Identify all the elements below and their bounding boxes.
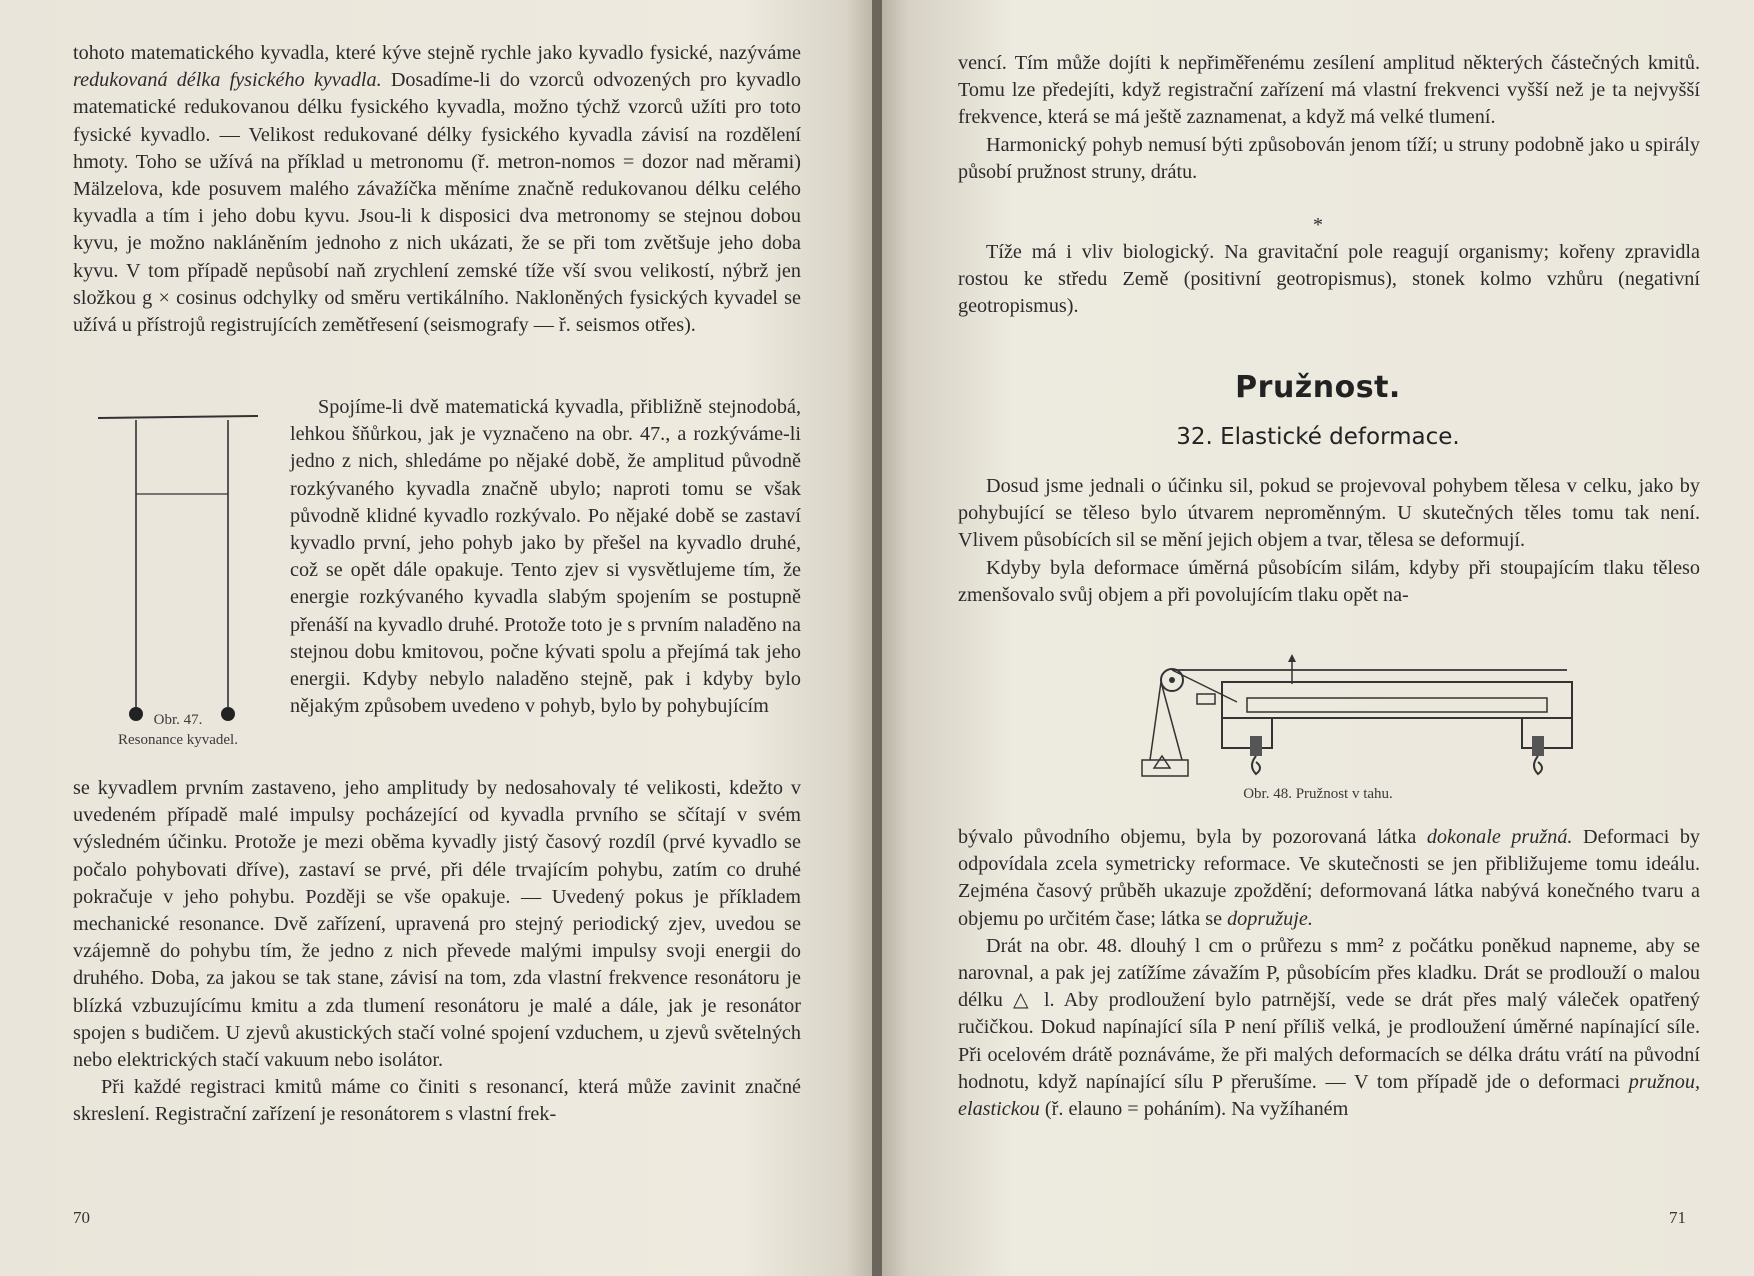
book-gutter xyxy=(872,0,882,1276)
right-biology-text xyxy=(958,239,1700,321)
text-run: bývalo původního objemu, byla by pozorovaná látka xyxy=(958,826,1417,848)
page-number: 70 xyxy=(73,1208,90,1227)
emphasis: redukovaná délka fysického kyvadla. xyxy=(73,69,382,92)
left-top-text xyxy=(73,40,801,339)
paragraph: Při každé registraci kmitů máme co činiti s resonancí, která může zavinit značné skreslení. Registrační zařízení je resonátorem s vlastní frek- xyxy=(73,1076,801,1126)
paragraph: Tíže má i vliv biologický. Na gravitační pole reagují organismy; kořeny zpravidla rostou ke středu Země (positivní geotropismus), stonek kolmo vzhůru (negativní geotropismus). xyxy=(958,241,1700,318)
paragraph: Kdyby byla deformace úměrná působícím silám, kdyby při stoupajícím tlaku těleso zmenšovalo svůj objem a při povolujícím tlaku opět na- xyxy=(958,556,1700,606)
section-heading: 32. Elastické deformace. xyxy=(1176,424,1460,450)
paragraph: Spojíme-li dvě matematická kyvadla, přibližně stejnodobá, lehkou šňůrkou, jak je vyznačeno na obr. 47., a rozkýváme-li jedno z nich, shledáme po nějaké době, že amplitud původně rozkývaného kyvadla značně ubylo; naproti tomu se však původně klidné kyvadlo rozkývalo. Po nějaké době se zastaví kyvadlo první, jeho pohyb jako by přešel na kyvadlo druhé, což se opět dále opakuje. Tento zjev si vysvětlujeme tím, že energie rozkývaného kyvadla slabým spojením se postupně přenáší na kyvadlo druhé. Protože toto je s prvním naladěno na stejnou dobu kmitovou, počne kývati spolu a přejímá tak jeho energii. Kdyby nebylo naladěno stejně, pak i kdyby bylo nějakým způsobem uvedeno v pohyb, bylo by pohybujícím xyxy=(290,396,801,718)
text-run: Drát na obr. 48. dlouhý l cm o průřezu s mm² z počátku poněkud napneme, aby se narovnal, a pak jej zatížíme závažím P, působícím přes kladku. Drát se prodlouží o malou délku △ l. Aby prodloužení bylo patrnější, vede se drát přes malý váleček opatřený ručičkou. Dokud napínající síla P není příliš velká, je prodloužení úměrné napínající síle. Při ocelovém drátě poznáváme, že při malých deformacích se délka drátu vrátí na původní hodnotu, když napínající sílu P přerušíme. — V tom případě jde o deformaci xyxy=(958,934,1700,1093)
paragraph: Harmonický pohyb nemusí býti způsobován jenom tíží; u struny podobně jako u spirály působí pružnost struny, drátu. xyxy=(958,133,1700,183)
paragraph xyxy=(958,824,1700,933)
text-run: (ř. elauno = poháním). Na vyžíhaném xyxy=(1044,1098,1349,1121)
right-section-text xyxy=(958,473,1700,609)
paragraph xyxy=(958,933,1700,1123)
paragraph xyxy=(73,40,801,339)
text-run: Dosadíme-li do vzorců odvozených pro kyvadlo matematické redukovanou délku fysického kyvadla, možno týchž vzorců užíti pro toto fysické kyvadlo. — Velikost redukované délky fysického kyvadla závisí na rozdělení hmoty. Toho se užívá na příklad u metronomu (ř. metron-nomos = dozor nad měrami) Mälzelova, kde posuvem malého závažíčka měníme značně redukovanou délku celého kyvadla a tím i jeho dobu kyvu. Jsou-li k disposici dva metronomy se stejnou dobou kyvu, je možno nakláněním jednoho z nich ukázati, že se při tom zvětšuje jeho doba kyvu. V tom případě nepůsobí naň zrychlení zemské tíže vší svou velikostí, nýbrž jen složkou g × cosinus odchylky od směru vertikálního. Nakloněných fysických kyvadel se užívá u přístrojů registrujících zemětřesení (seismografy — ř. seismos otřes). xyxy=(73,69,802,337)
right-top-text xyxy=(958,50,1700,186)
figure-48-caption: Obr. 48. Pružnost v tahu. xyxy=(1243,786,1393,802)
paragraph: vencí. Tím může dojíti k nepřiměřenému zesílení amplitud některých částečných kmitů. Tomu lze předejíti, když registrační zařízení má vlastní frekvenci vyšší než je ta nejvyšší frekvence, která se má ještě zaznamenat, a když má velké tlumení. xyxy=(958,52,1700,129)
figure-47-caption xyxy=(78,710,278,750)
left-wrap-text xyxy=(290,394,801,720)
emphasis: pružnou, elastickou xyxy=(958,1070,1700,1121)
right-bottom-text xyxy=(958,824,1700,1123)
paragraph: se kyvadlem prvním zastaveno, jeho amplitudy by nedosahovaly té velikosti, kdežto v uvedeném případě malé impulsy pocházející od kyvadla prvního se sčítají v svém výsledném účinku. Protože je mezi oběma kyvadly jistý časový rozdíl (prvé kyvadlo se počalo pohybovati dříve), zastaví se prvé, při déle trvajícím pohybu, zatím co druhé pokračuje v jeho pohybu. Později se vše opakuje. — Uvedený pokus je příkladem mechanické resonance. Dvě zařízení, upravená pro stejný periodický zjev, uvedou se vzájemně do pohybu tím, že jedno z nich převede malými impulsy svoji energii do druhého. Doba, za jakou se tak stane, závisí na tom, zda vlastní frekvence resonátoru je blízká vzbuzujícímu kmitu a zda tlumení resonátoru je malé a dále, jak je resonátor spojen s budičem. U zjevů akustických stačí volné spojení vzduchem, u zjevů světelných nebo elektrických stačí vakuum nebo isolátor. xyxy=(73,777,801,1072)
paragraph: Dosud jsme jednali o účinku sil, pokud se projevoval pohybem tělesa v celku, jako by pohybující se těleso bylo útvarem neproměnným. U skutečných těles tomu tak není. Vlivem působících sil se mění jejich objem a tvar, tělesa se deformují. xyxy=(958,475,1700,552)
caption-line: Resonance kyvadel. xyxy=(118,732,238,748)
section-separator: * xyxy=(1313,214,1323,236)
emphasis: dokonale pružná. xyxy=(1426,826,1573,848)
emphasis: dopružuje. xyxy=(1227,907,1313,930)
figure-48-elasticity-apparatus xyxy=(1072,640,1592,790)
left-bottom-text xyxy=(73,775,801,1129)
page-number: 71 xyxy=(1669,1208,1686,1227)
left-page xyxy=(0,0,872,1276)
caption-line: Obr. 47. xyxy=(153,712,203,728)
right-page xyxy=(882,0,1754,1276)
chapter-heading: Pružnost. xyxy=(1235,370,1401,405)
text-run: tohoto matematického kyvadla, které kýve stejně rychle jako kyvadlo fysické, nazýváme xyxy=(73,42,801,64)
text-run: Deformaci by odpovídala zcela symetricky reformace. Ve skutečnosti se jen přibližujeme tomu ideálu. Zejména časový průběh ukazuje zpoždění; deformovaná látka nabývá konečného tvaru a objemu po určitém čase; látka se xyxy=(958,826,1701,930)
figure-47-pendulums xyxy=(58,410,278,760)
